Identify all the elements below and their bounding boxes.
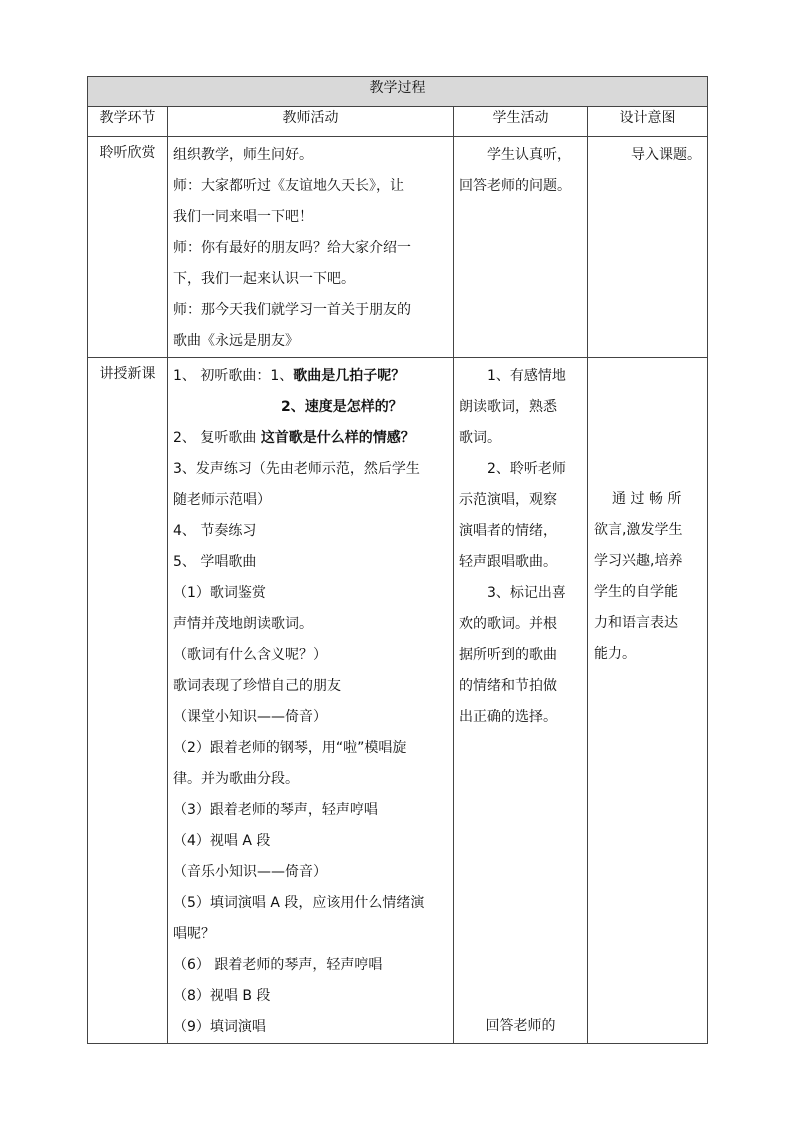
design-line: 导入课题。 [631,147,701,163]
teacher-line: 歌曲《永远是朋友》 [173,333,299,349]
teacher-line: 2、速度是怎样的？ [281,399,403,415]
teacher-line: 师：大家都听过《友谊地久天长》，让 [173,178,404,194]
student-line: 轻声跟唱歌曲。 [459,554,557,570]
design-line: 力和语言表达 [594,615,678,631]
teacher-line: （音乐小知识——倚音） [173,864,327,880]
design-intent-cell [588,358,708,1044]
teacher-line: 1、 初听歌曲：1、歌曲是几拍子呢？ [173,368,406,384]
student-line: 的情绪和节拍做 [459,678,557,694]
student-line: 歌词。 [459,430,501,446]
teacher-line: （4）视唱 A 段 [173,833,271,849]
student-line: 朗读歌词，熟悉 [459,399,557,415]
table-row [88,358,708,1044]
student-line: 回答老师的问题。 [459,178,571,194]
teacher-line: （1）歌词鉴赏 [173,585,266,601]
teacher-line: 歌词表现了珍惜自己的朋友 [173,678,341,694]
header-design-intent: 设计意图 [588,107,708,137]
teacher-line: 4、 节奏练习 [173,523,257,539]
teacher-line: 师：那今天我们就学习一首关于朋友的 [173,302,411,318]
table-title-row [88,77,708,107]
teacher-line: （歌词有什么含义呢？） [173,647,327,663]
design-intent-cell [588,137,708,358]
student-line: 出正确的选择。 [459,709,557,725]
teacher-line: 律。并为歌曲分段。 [173,771,299,787]
student-line: 演唱者的情绪， [459,523,557,539]
teacher-line: （8）视唱 B 段 [173,988,271,1004]
teacher-line: （6） 跟着老师的琴声，轻声哼唱 [173,957,383,973]
teacher-line: （2）跟着老师的钢琴，用“啦”模唱旋 [173,740,407,756]
stage-label: 讲授新课 [99,366,156,382]
teacher-activity-cell [168,358,454,1044]
teacher-line: 声情并茂地朗读歌词。 [173,616,313,632]
teacher-line: 唱呢？ [173,926,215,942]
design-line: 欲言,激发学生 [594,522,683,538]
table-header-row [88,107,708,137]
student-line: 据所听到的歌曲 [459,647,557,663]
teacher-line: 组织教学，师生问好。 [173,147,313,163]
student-line: 学生认真听， [487,147,571,163]
teacher-line: （3）跟着老师的琴声，轻声哼唱 [173,802,378,818]
design-line: 学生的自学能 [594,584,678,600]
stage-cell [88,137,168,358]
stage-cell [88,358,168,1044]
teacher-line: （课堂小知识——倚音） [173,709,327,725]
teacher-line: 5、 学唱歌曲 [173,554,257,570]
teacher-line: 下，我们一起来认识一下吧。 [173,271,355,287]
lesson-process-table [87,76,708,1044]
teacher-line: 2、 复听歌曲 这首歌是什么样的情感？ [173,430,415,446]
header-teacher-activity: 教师活动 [168,107,454,137]
teacher-line: （9）填词演唱 [173,1019,266,1035]
teacher-line: 随老师示范唱） [173,492,271,508]
student-line: 示范演唱，观察 [459,492,557,508]
table-title: 教学过程 [88,77,708,107]
student-activity-cell [454,137,588,358]
student-line-continued: 回答老师的 [485,1018,556,1034]
stage-label: 聆听欣赏 [99,145,156,161]
teacher-line: 3、发声练习（先由老师示范，然后学生 [173,461,420,477]
teacher-line: （5）填词演唱 A 段，应该用什么情绪演 [173,895,425,911]
header-student-activity: 学生活动 [454,107,588,137]
header-stage: 教学环节 [88,107,168,137]
student-line: 3、标记出喜 [487,585,566,601]
teacher-activity-cell [168,137,454,358]
teacher-line: 师：你有最好的朋友吗？给大家介绍一 [173,240,411,256]
student-line: 欢的歌词。并根 [459,616,557,632]
student-line: 2、聆听老师 [487,461,566,477]
design-line: 学习兴趣,培养 [594,553,683,569]
student-activity-cell [454,358,588,1044]
teacher-line: 我们一同来唱一下吧！ [173,209,313,225]
student-line: 1、有感情地 [487,368,566,384]
design-line: 通 过 畅 所 [612,491,682,507]
design-line: 能力。 [594,646,636,662]
table-row [88,137,708,358]
